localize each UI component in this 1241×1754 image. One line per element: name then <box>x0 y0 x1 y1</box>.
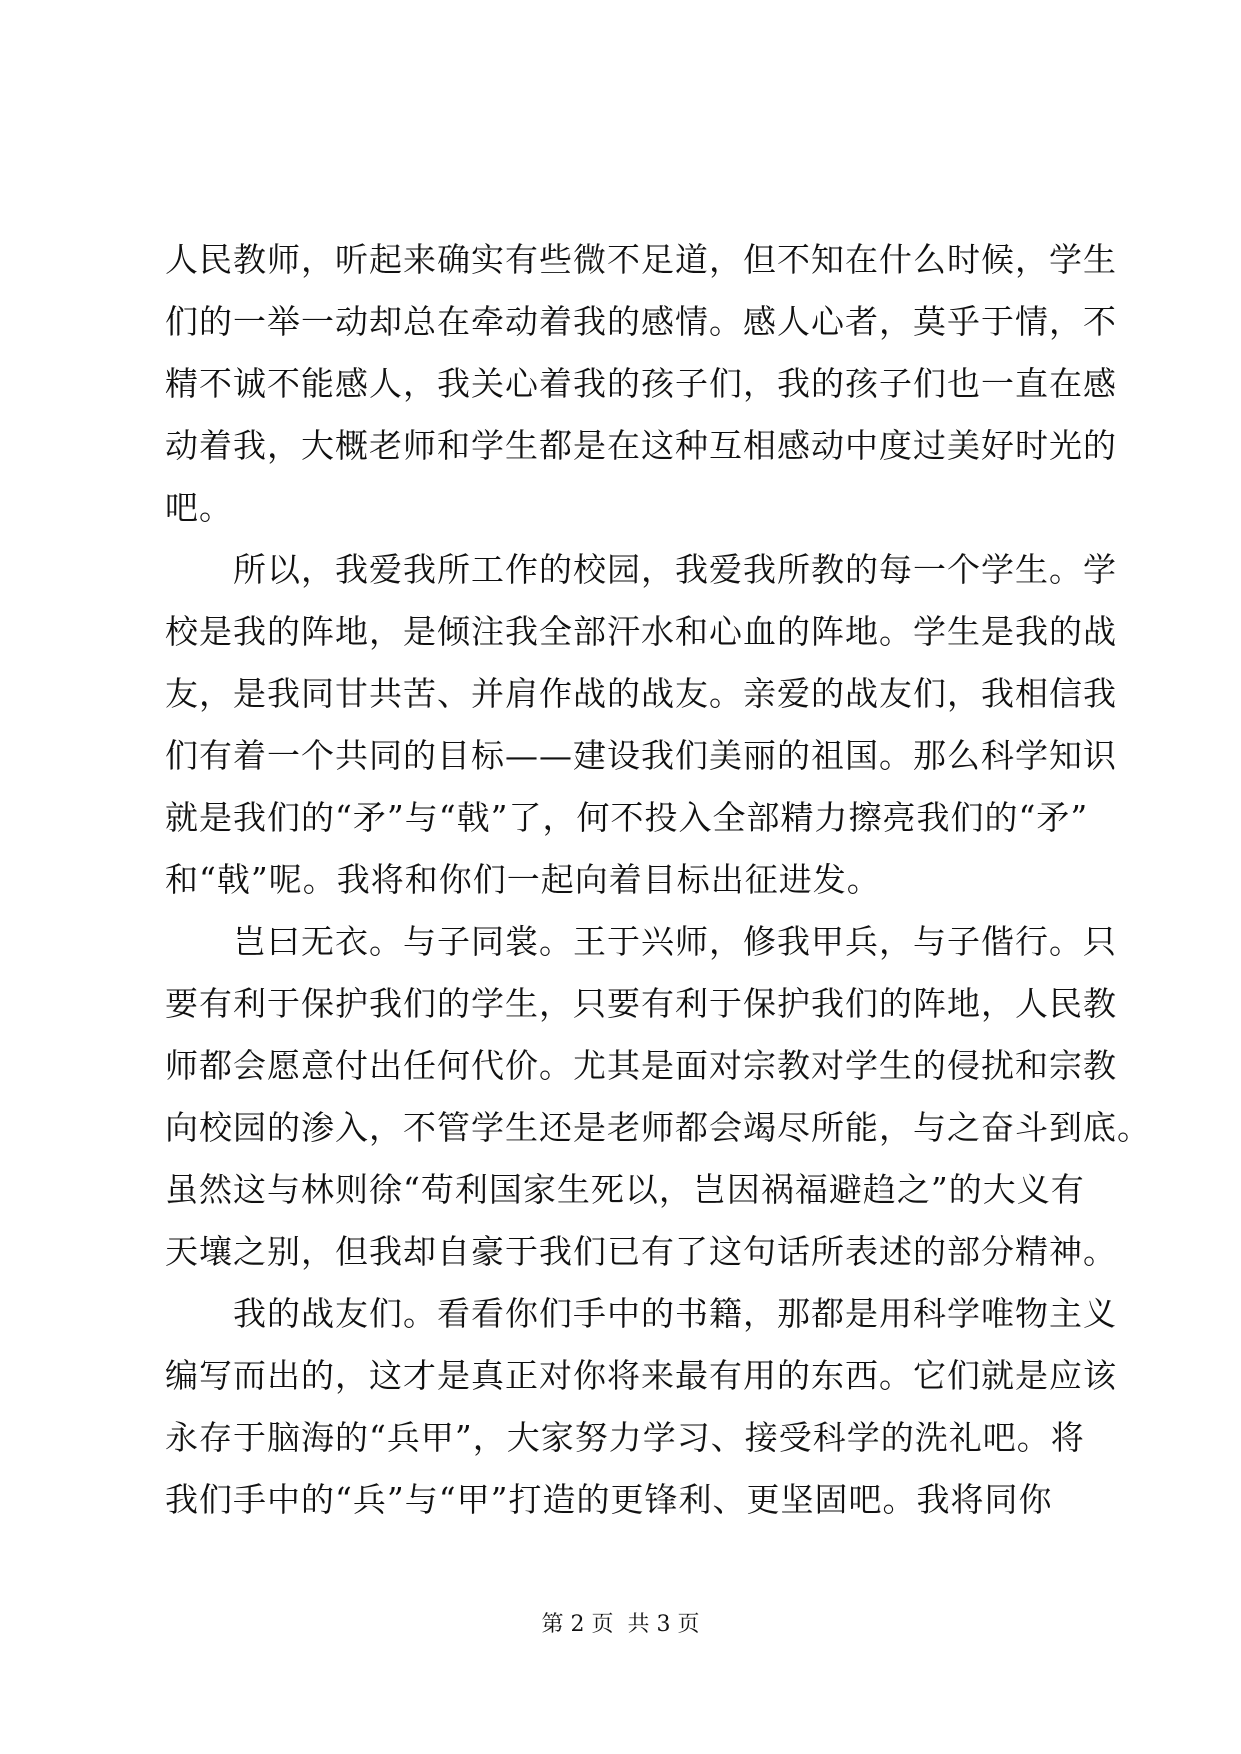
page-number-footer: 第 2 页 共 3 页 <box>541 1612 700 1637</box>
text-line: 校是我的阵地，是倾注我全部汗水和心血的阵地。学生是我的战 <box>165 612 1117 651</box>
text-line: 和“戟”呢。我将和你们一起向着目标出征进发。 <box>165 860 881 899</box>
text-line: 我的战友们。看看你们手中的书籍，那都是用科学唯物主义 <box>165 1294 1117 1333</box>
text-line: 们有着一个共同的目标——建设我们美丽的祖国。那么科学知识 <box>165 736 1117 775</box>
text-line: 我们手中的“兵”与“甲”打造的更锋利、更坚固吧。我将同你 <box>165 1480 1053 1519</box>
text-line: 精不诚不能感人，我关心着我的孩子们，我的孩子们也一直在感 <box>165 364 1117 403</box>
text-line: 岂曰无衣。与子同裳。王于兴师，修我甲兵，与子偕行。只 <box>165 922 1117 961</box>
body-text <box>165 229 1151 1531</box>
text-line: 所以，我爱我所工作的校园，我爱我所教的每一个学生。学 <box>165 550 1117 589</box>
text-line: 虽然这与林则徐“苟利国家生死以，岂因祸福避趋之”的大义有 <box>165 1170 1085 1209</box>
text-line: 人民教师，听起来确实有些微不足道，但不知在什么时候，学生 <box>165 240 1117 279</box>
text-line: 向校园的渗入，不管学生还是老师都会竭尽所能，与之奋斗到底。 <box>165 1108 1151 1147</box>
text-line: 师都会愿意付出任何代价。尤其是面对宗教对学生的侵扰和宗教 <box>165 1046 1117 1085</box>
text-line: 就是我们的“矛”与“戟”了，何不投入全部精力擦亮我们的“矛” <box>165 798 1089 837</box>
text-line: 动着我，大概老师和学生都是在这种互相感动中度过美好时光的 <box>165 426 1117 465</box>
text-line: 们的一举一动却总在牵动着我的感情。感人心者，莫乎于情，不 <box>165 302 1117 341</box>
text-line: 编写而出的，这才是真正对你将来最有用的东西。它们就是应该 <box>165 1356 1117 1395</box>
text-line: 天壤之别，但我却自豪于我们已有了这句话所表述的部分精神。 <box>165 1232 1117 1271</box>
text-line: 友，是我同甘共苦、并肩作战的战友。亲爱的战友们，我相信我 <box>165 674 1117 713</box>
text-line: 要有利于保护我们的学生，只要有利于保护我们的阵地，人民教 <box>165 984 1117 1023</box>
text-line: 吧。 <box>165 488 233 527</box>
text-line: 永存于脑海的“兵甲”，大家努力学习、接受科学的洗礼吧。将 <box>165 1418 1085 1457</box>
